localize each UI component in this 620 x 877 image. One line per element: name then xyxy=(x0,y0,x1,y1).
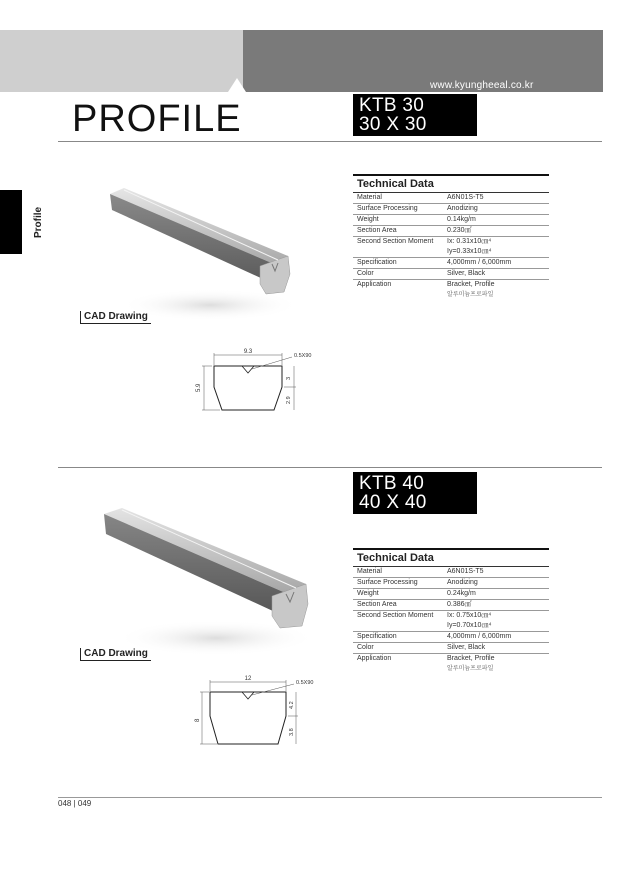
table-row: Color Silver, Black xyxy=(353,643,549,654)
dim-height: 8 xyxy=(195,718,201,722)
technical-data-heading: Technical Data xyxy=(353,548,549,567)
divider-middle xyxy=(58,467,602,468)
profile-render-ktb30 xyxy=(100,180,300,330)
website-url[interactable]: www.kyungheeal.co.kr xyxy=(430,80,534,91)
table-row: Color Silver, Black xyxy=(353,269,549,280)
dim-height: 5.9 xyxy=(196,383,202,392)
table-row: Second Section Moment Ix: 0.31x10㎝⁴ xyxy=(357,238,492,245)
table-row: Specification 4,000mm / 6,000mm xyxy=(353,258,549,269)
table-row: Application Bracket, Profile 알루미늄프로파일 xyxy=(357,655,495,672)
model-badge-ktb30 xyxy=(353,94,477,136)
table-row: Application Bracket, Profile 알루미늄프로파일 xyxy=(357,281,495,298)
dim-corner: 0.5X90 xyxy=(296,680,314,686)
table-row: Section Area 0.230㎠ xyxy=(353,226,549,237)
header-band-dark xyxy=(243,30,603,92)
model-size: 30 X 30 xyxy=(359,114,427,135)
profile-render-ktb40 xyxy=(96,498,316,663)
divider-bottom xyxy=(58,797,602,798)
dim-upper: 3 xyxy=(286,376,292,380)
model-name: KTB 30 xyxy=(359,95,425,116)
cad-drawing-ktb40 xyxy=(190,672,330,752)
table-row: Surface Processing Anodizing xyxy=(353,204,549,215)
table-row: Specification 4,000mm / 6,000mm xyxy=(353,632,549,643)
table-row: Iy=0.33x10㎝⁴ xyxy=(353,247,549,258)
side-tab xyxy=(0,190,22,254)
technical-data-table-ktb30 xyxy=(353,174,549,300)
model-name: KTB 40 xyxy=(359,473,425,494)
dim-upper: 4.2 xyxy=(289,701,295,709)
cad-drawing-label: CAD Drawing xyxy=(80,311,151,324)
table-row: Second Section Moment Ix: 0.75x10㎝⁴ xyxy=(357,612,492,619)
side-tab-label: Profile xyxy=(33,206,44,238)
cad-drawing-label: CAD Drawing xyxy=(80,648,151,661)
table-row: Weight 0.14kg/m xyxy=(353,215,549,226)
table-row: Weight 0.24kg/m xyxy=(353,589,549,600)
model-size: 40 X 40 xyxy=(359,492,427,513)
dim-top: 9.3 xyxy=(243,349,253,355)
table-row: Surface Processing Anodizing xyxy=(353,578,549,589)
technical-data-heading: Technical Data xyxy=(353,174,549,193)
table-row: Material A6N01S-T5 xyxy=(353,567,549,578)
page-numbers: 048 | 049 xyxy=(58,799,92,808)
page-title: PROFILE xyxy=(72,98,242,140)
dim-top: 12 xyxy=(244,676,252,682)
cad-drawing-ktb30 xyxy=(190,345,330,425)
table-row: Material A6N01S-T5 xyxy=(353,193,549,204)
technical-data-table-ktb40 xyxy=(353,548,549,674)
divider-top xyxy=(58,141,602,142)
table-row: Section Area 0.386㎠ xyxy=(353,600,549,611)
header-band-light xyxy=(0,30,243,92)
header-notch xyxy=(228,78,246,92)
dim-corner: 0.5X90 xyxy=(294,353,312,359)
table-row: Iy=0.70x10㎝⁴ xyxy=(353,621,549,632)
dim-lower: 3.8 xyxy=(289,728,295,736)
dim-lower: 2.9 xyxy=(286,396,292,404)
model-badge-ktb40 xyxy=(353,472,477,514)
